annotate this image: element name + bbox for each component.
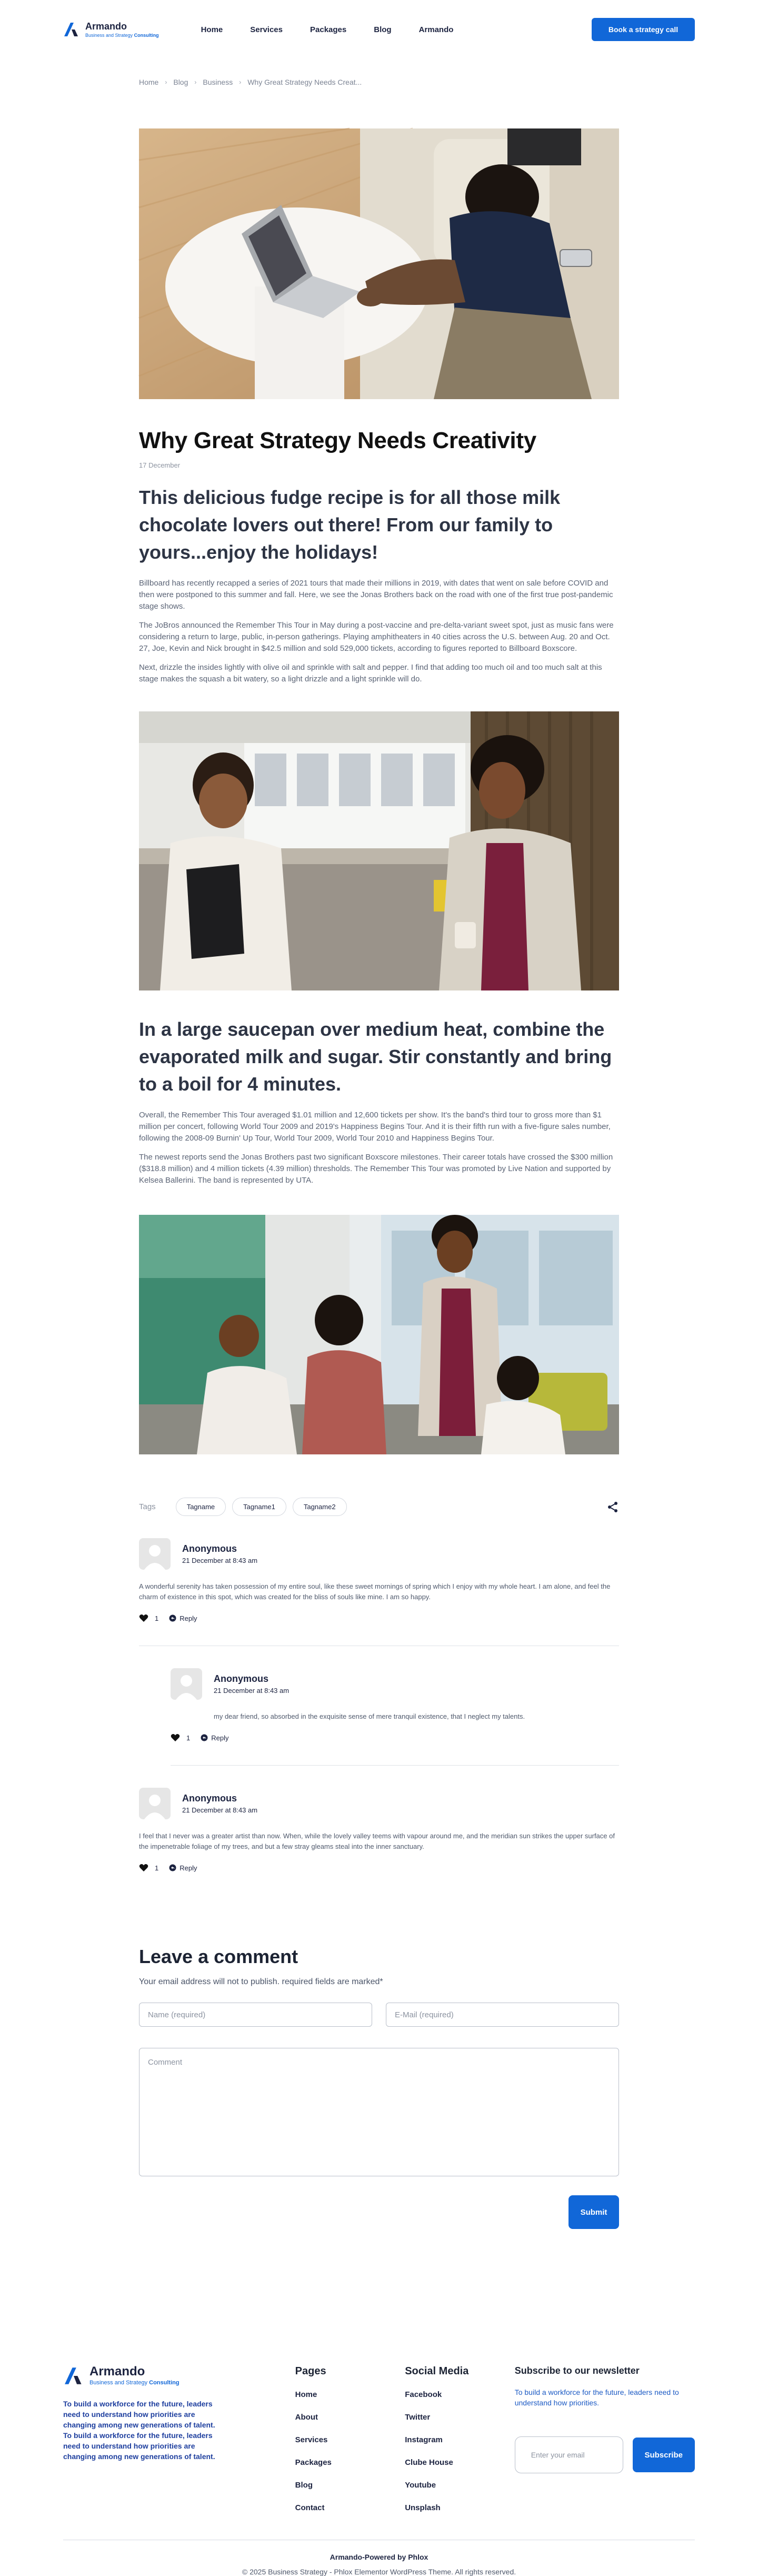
comment-form-title: Leave a comment: [139, 1946, 298, 1967]
article-date: 17 December: [139, 461, 181, 469]
nav-packages[interactable]: Packages: [310, 25, 347, 34]
footer-logo[interactable]: [63, 2365, 295, 2386]
logo-tagline: Business and Strategy Consulting: [85, 32, 159, 38]
article-subheading: In a large saucepan over medium heat, combine the evaporated milk and sugar. Stir constantly and bring to a boil for 4 minutes.: [139, 1018, 612, 1095]
site-header: [0, 0, 758, 59]
breadcrumb: [139, 78, 619, 86]
main-nav: [201, 25, 454, 34]
article-title: Why Great Strategy Needs Creativity: [139, 428, 536, 453]
like-count: 1: [186, 1733, 191, 1742]
breadcrumb-home[interactable]: Home: [139, 78, 159, 86]
like-button[interactable]: [171, 1733, 190, 1742]
nav-services[interactable]: Services: [250, 25, 283, 34]
footer-link[interactable]: About: [295, 2413, 318, 2422]
powered-by: Armando-Powered by Phlox: [330, 2553, 428, 2561]
avatar: [139, 1538, 171, 1570]
nav-blog[interactable]: Blog: [374, 25, 392, 34]
footer-social-link[interactable]: Clube House: [405, 2458, 453, 2467]
comment: [139, 1516, 619, 1646]
email-field[interactable]: E-Mail (required): [386, 2003, 619, 2027]
comment-author: Anonymous: [182, 1543, 237, 1554]
heart-icon: [139, 1614, 148, 1622]
logo-mark-icon: [63, 2367, 84, 2385]
reply-button[interactable]: Reply: [169, 1864, 197, 1872]
comments-section: [139, 1516, 619, 1895]
like-button[interactable]: [139, 1614, 158, 1622]
tag-chip[interactable]: Tagname1: [232, 1498, 286, 1516]
comment: [139, 1766, 619, 1895]
article-paragraph: The newest reports send the Jonas Brothers past two significant Boxscore milestones. Their career totals have crossed the $300 million ($318.8 million) and 4 million tickets (4.39 million) thresholds. The Remember This Tour was promoted by Live Nation and supported by Kelsea Ballerini. The band is represented by UTA.: [139, 1153, 613, 1185]
comment-date: 21 December at 8:43 am: [182, 1806, 258, 1814]
tags-row: [139, 1498, 619, 1516]
comment-reply: [171, 1646, 619, 1766]
share-icon[interactable]: [606, 1501, 619, 1513]
reply-icon: [169, 1864, 176, 1871]
article-paragraph: Next, drizzle the insides lightly with olive oil and sprinkle with salt and pepper. I find that adding too much oil and too much salt at this stage makes the squash a bit watery, so a light drizzle and a light sprinkle will do.: [139, 663, 602, 683]
newsletter-description: To build a workforce for the future, leaders need to understand how priorities.: [514, 2388, 679, 2407]
breadcrumb-blog[interactable]: Blog: [173, 78, 188, 86]
footer-social-link[interactable]: Youtube: [405, 2481, 436, 2490]
footer-pages: [295, 2365, 405, 2512]
article-content: [139, 78, 619, 2229]
article-image-office: [139, 711, 619, 990]
chevron-right-icon: ›: [239, 78, 242, 86]
logo-name: Armando: [85, 21, 127, 32]
footer-social-title: Social Media: [405, 2365, 469, 2377]
footer-pages-title: Pages: [295, 2365, 326, 2377]
reply-button[interactable]: Reply: [201, 1734, 228, 1742]
article-lead: This delicious fudge recipe is for all those milk chocolate lovers out there! From our family to yours...enjoy the holidays!: [139, 487, 561, 563]
heart-icon: [171, 1733, 180, 1742]
comment-text: A wonderful serenity has taken possession of my entire soul, like these sweet mornings of spring which I enjoy with my whole heart. I am alone, and feel the charm of existence in this spot, which was created for the bliss of souls like mine. I am so happy.: [139, 1582, 611, 1601]
footer-social: [405, 2365, 515, 2512]
hero-illustration: [139, 128, 619, 399]
comment-text: I feel that I never was a greater artist than now. When, while the lovely valley teems with vapour around me, and the meridian sun strikes the upper surface of the impenetrable foliage of my trees, and but a few stray gleams steal into the inner sanctuary.: [139, 1832, 615, 1850]
footer-link[interactable]: Contact: [295, 2503, 325, 2512]
comment-date: 21 December at 8:43 am: [214, 1687, 290, 1695]
footer-link[interactable]: Blog: [295, 2481, 313, 2490]
reply-icon: [169, 1614, 176, 1622]
article-paragraph: Billboard has recently recapped a series of 2021 tours that made their millions in 2019, with dates that went on sale before COVID and then were postponed to this summer and fall. Here, we see the Jonas Brothers back on the road with one of the first true post-pandemic stage shows.: [139, 579, 613, 611]
reply-icon: [201, 1734, 208, 1741]
site-logo[interactable]: [63, 22, 159, 38]
office-illustration: [139, 711, 619, 990]
article-paragraph: The JoBros announced the Remember This Tour in May during a post-vaccine and pre-delta-variant sweet spot, just as music fans were considering a return to large, public, in-person gatherings. Playing amphitheaters in 40 cities across the U.S. between Aug. 20 and Oct. 27, Joe, Kevin and Nick brought in $42.5 million and sold 529,000 tickets, according to figures reported to Billboard Boxscore.: [139, 621, 614, 653]
avatar: [139, 1788, 171, 1819]
logo-mark-icon: [63, 22, 80, 37]
comment-text: my dear friend, so absorbed in the exquisite sense of mere tranquil existence, that I neglect my talents.: [214, 1712, 525, 1720]
like-count: 1: [155, 1864, 159, 1872]
footer-social-link[interactable]: Twitter: [405, 2413, 431, 2422]
subscribe-button[interactable]: Subscribe: [633, 2438, 695, 2472]
article-paragraph: Overall, the Remember This Tour averaged $1.01 million and 12,600 tickets per show. It's the band's third tour to gross more than $1 million per concert, following World Tour 2009 and 2019's Happiness Begins Tour. And it is their fifth run with a five-figure sales number, following the 2008-09 Burnin' Up Tour, World Tour 2009, World Tour 2010 and Happiness Begins Tour.: [139, 1111, 611, 1143]
chevron-right-icon: ›: [194, 78, 197, 86]
footer-newsletter: [515, 2365, 695, 2512]
reply-button[interactable]: Reply: [169, 1614, 197, 1622]
comment-author: Anonymous: [182, 1793, 237, 1804]
comment-textarea[interactable]: Comment: [139, 2048, 619, 2176]
meeting-illustration: [139, 1215, 619, 1454]
tag-chip[interactable]: Tagname2: [293, 1498, 347, 1516]
comment-date: 21 December at 8:43 am: [182, 1557, 258, 1564]
breadcrumb-current: Why Great Strategy Needs Creat...: [247, 78, 362, 86]
footer-social-link[interactable]: Facebook: [405, 2390, 442, 2399]
like-button[interactable]: [139, 1864, 158, 1872]
comment-form: [139, 1946, 619, 2229]
footer-link[interactable]: Home: [295, 2390, 317, 2399]
footer-description: To build a workforce for the future, leaders need to understand how priorities are changing among new generations of talent. To build a workforce for the future, leaders need to understand how priorities are changing among new generations of talent.: [63, 2400, 215, 2461]
comment-author: Anonymous: [214, 1673, 269, 1684]
footer-link[interactable]: Packages: [295, 2458, 332, 2467]
site-footer: [0, 2364, 758, 2576]
hero-image: [139, 128, 619, 399]
footer-social-link[interactable]: Instagram: [405, 2435, 443, 2444]
name-field[interactable]: Name (required): [139, 2003, 372, 2027]
footer-logo-name: Armando: [89, 2364, 145, 2379]
nav-home[interactable]: Home: [201, 25, 223, 34]
footer-social-link[interactable]: Unsplash: [405, 2503, 441, 2512]
footer-logo-tagline: Business and Strategy Consulting: [89, 2380, 179, 2386]
book-strategy-call-button[interactable]: Book a strategy call: [592, 18, 695, 41]
heart-icon: [139, 1864, 148, 1872]
copyright: © 2025 Business Strategy - Phlox Elementor WordPress Theme. All rights reserved.: [242, 2568, 516, 2576]
nav-armando[interactable]: Armando: [418, 25, 454, 34]
article-image-meeting: [139, 1215, 619, 1454]
avatar: [171, 1668, 202, 1700]
breadcrumb-business[interactable]: Business: [203, 78, 233, 86]
like-count: 1: [155, 1614, 159, 1622]
newsletter-title: Subscribe to our newsletter: [514, 2365, 640, 2376]
submit-button[interactable]: Submit: [568, 2195, 619, 2229]
tags-label: Tags: [139, 1502, 156, 1511]
chevron-right-icon: ›: [165, 78, 167, 86]
tag-chip[interactable]: Tagname: [176, 1498, 226, 1516]
newsletter-email-input[interactable]: Enter your email: [515, 2436, 623, 2473]
comment-form-note: Your email address will not to publish. required fields are marked*: [139, 1977, 383, 1986]
footer-link[interactable]: Services: [295, 2435, 328, 2444]
